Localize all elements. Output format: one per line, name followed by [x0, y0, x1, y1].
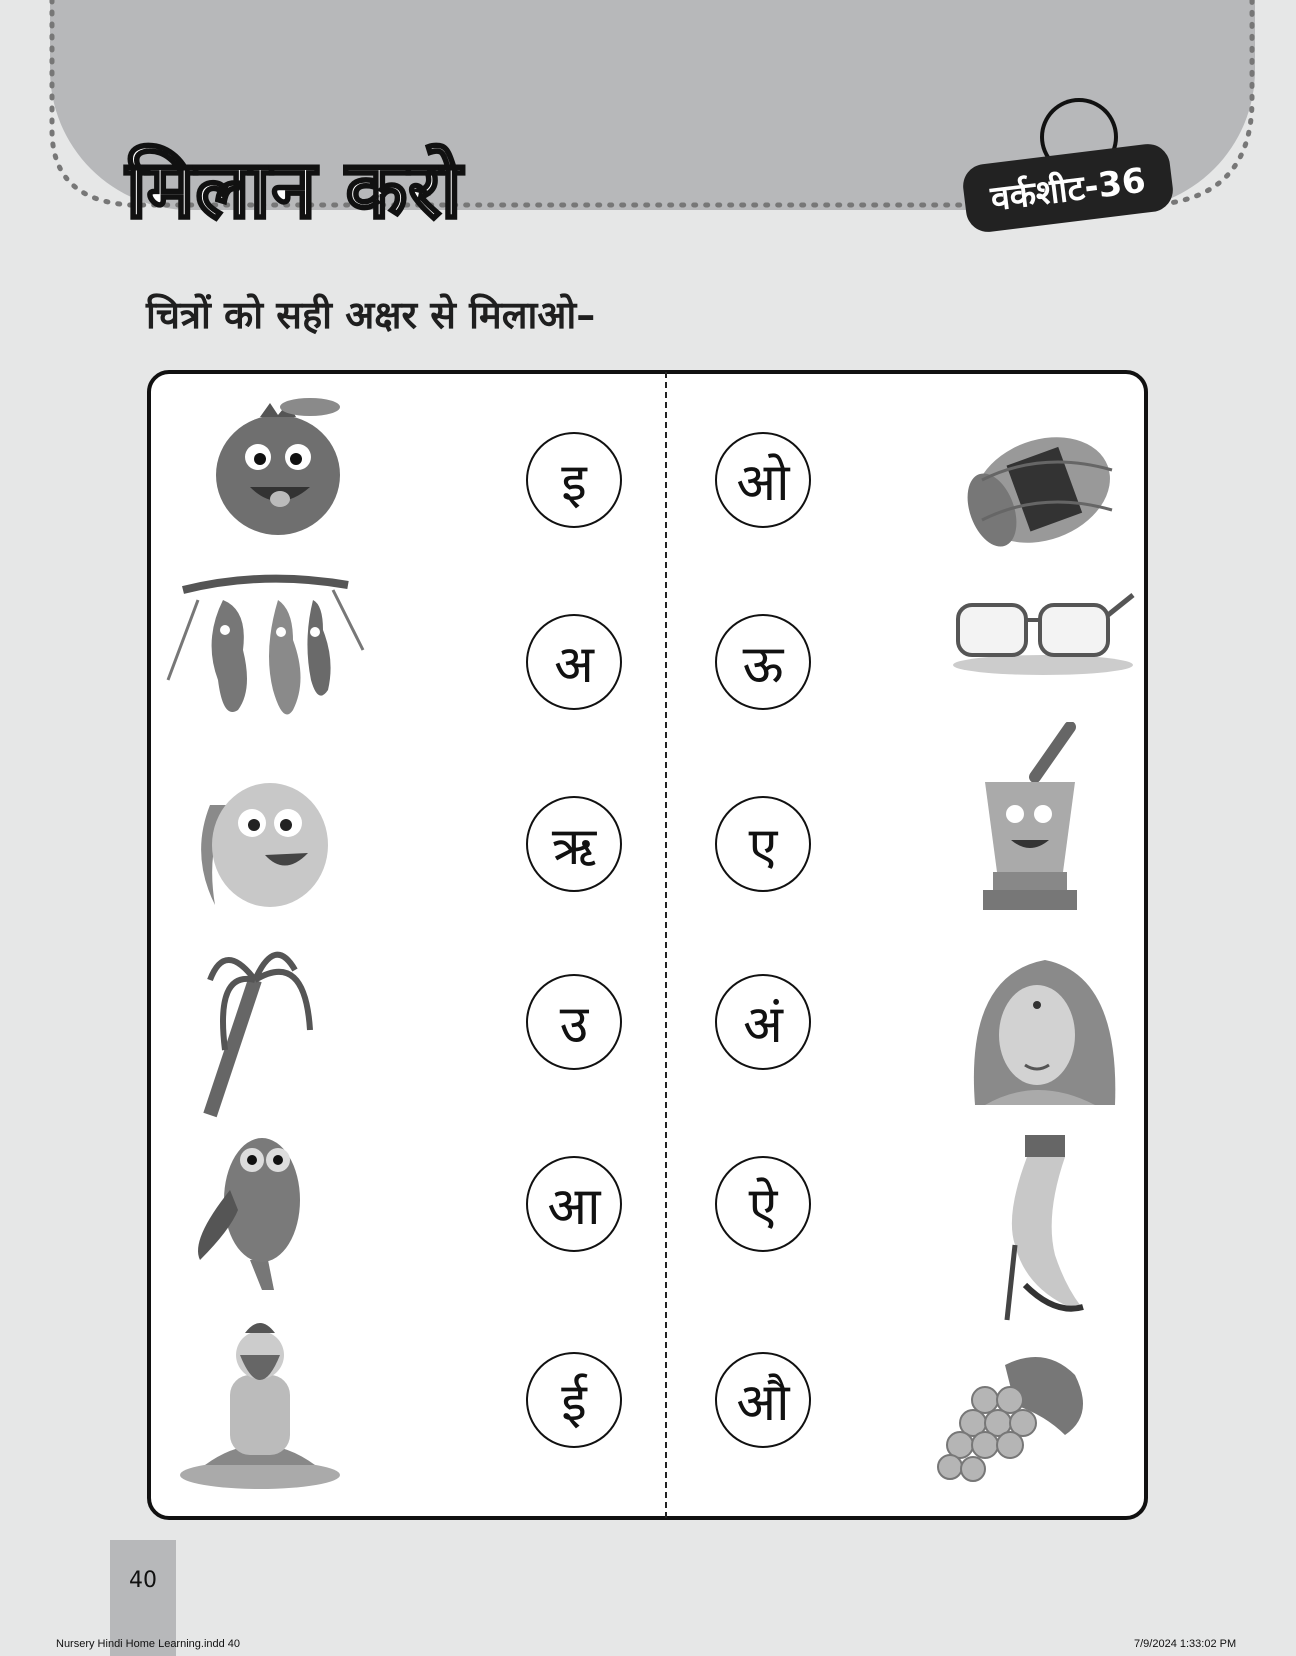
instruction-text: चित्रों को सही अक्षर से मिलाओ– — [146, 293, 596, 337]
dashed-divider — [665, 372, 667, 1518]
print-file-label: Nursery Hindi Home Learning.indd 40 — [56, 1638, 241, 1650]
page-number: 40 — [129, 1568, 157, 1593]
letter-circle-left-1[interactable]: इ — [526, 432, 622, 528]
letter-circle-right-4[interactable]: अं — [715, 974, 811, 1070]
sage-icon — [175, 1315, 345, 1490]
owl-icon — [190, 1130, 320, 1295]
page-title: मिलान करो — [126, 143, 463, 236]
grapes-icon — [925, 1345, 1095, 1495]
sugarcane-icon — [195, 940, 325, 1120]
letter-circle-right-2[interactable]: ऊ — [715, 614, 811, 710]
letter-circle-left-4[interactable]: उ — [526, 974, 622, 1070]
glasses-icon — [948, 585, 1138, 680]
letter-circle-right-3[interactable]: ए — [715, 796, 811, 892]
pomegranate-icon — [200, 395, 360, 545]
mortar-pestle-icon — [975, 722, 1085, 917]
letter-circle-left-3[interactable]: ऋ — [526, 796, 622, 892]
worksheet-tag: वर्कशीट-36 — [961, 142, 1176, 235]
print-timestamp: 7/9/2024 1:33:02 PM — [1134, 1638, 1237, 1650]
letter-circle-left-5[interactable]: आ — [526, 1156, 622, 1252]
letter-circle-right-6[interactable]: औ — [715, 1352, 811, 1448]
tamarind-icon — [163, 570, 368, 730]
letter-circle-right-5[interactable]: ऐ — [715, 1156, 811, 1252]
mango-icon — [190, 765, 335, 910]
letter-circle-left-2[interactable]: अ — [526, 614, 622, 710]
letter-circle-left-6[interactable]: ई — [526, 1352, 622, 1448]
wool-icon — [962, 410, 1127, 555]
letter-circle-right-1[interactable]: ओ — [715, 432, 811, 528]
heel-icon — [985, 1135, 1095, 1325]
woman-icon — [955, 955, 1125, 1115]
